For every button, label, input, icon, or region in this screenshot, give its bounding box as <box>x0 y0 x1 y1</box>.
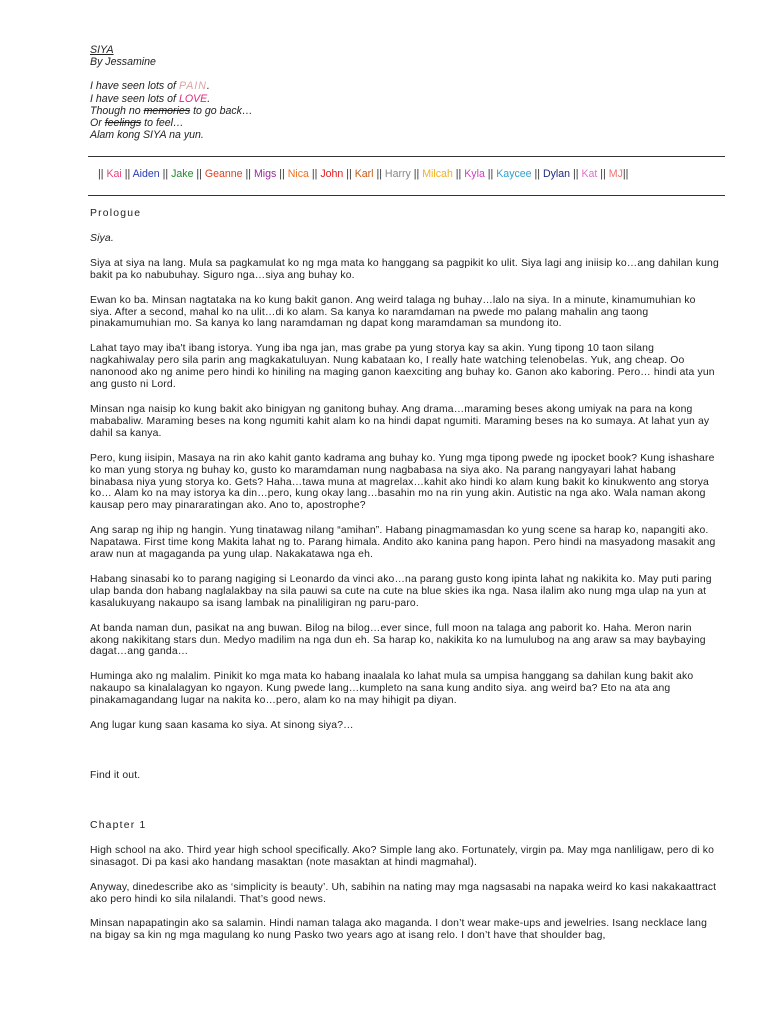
paragraph: Anyway, dinedescribe ako as ‘simplicity is beauty’. Uh, sabihin na nating may mga nagsasabi na napaka weird ko kasi nakakaattract ako pero hindi ko sila nilalandi. That’s good news. <box>90 881 717 905</box>
paragraph: Minsan nga naisip ko kung bakit ako binigyan ng ganitong buhay. Ang drama…maraming beses akong umiyak na para na kong mababaliw. Maraming beses na kong ngumiti kahit alam ko na hindi dapat ngumiti. Maraming beses na ko sumaya. At lahat yun ay dahil sa kanya. <box>90 403 710 439</box>
story-author: By Jessamine <box>90 56 156 69</box>
story-header <box>90 44 253 141</box>
separator: || <box>410 168 423 180</box>
name-aiden: Aiden <box>132 168 160 180</box>
siya-line: Siya. <box>90 232 114 244</box>
love-word: LOVE <box>178 92 208 105</box>
poem-line-1: I have seen lots of PAIN. <box>90 80 210 93</box>
paragraph: Minsan napapatingin ako sa salamin. Hindi naman talaga ako maganda. I don’t wear make-ups and jewelries. Isang necklace lang na bigay sa kin ng mga magulang ko nung Pasko two years ago at isang relo. I don’t have that shoulder bag, <box>90 918 707 942</box>
character-names-bar <box>98 168 628 180</box>
name-john: John <box>320 168 344 180</box>
poem-line-3: Though no memories to go back… <box>90 104 253 117</box>
paragraph: Ang lugar kung saan kasama ko siya. At sinong siya?… <box>90 720 354 732</box>
paragraph: High school na ako. Third year high school specifically. Ako? Simple lang ako. Fortunately, virgin pa. May mga nanliligaw, pero di ko sinasagot. Di pa kasi ako handang masaktan (note masaktan at hindi magmahal). <box>90 844 715 868</box>
name-kaycee: Kaycee <box>496 168 532 180</box>
poem-line-4: Or feelings to feel… <box>90 117 184 130</box>
poem-line-5: Alam kong SIYA na yun. <box>90 129 204 142</box>
separator: || <box>373 168 385 180</box>
name-nica: Nica <box>287 168 309 180</box>
name-jake: Jake <box>171 168 194 180</box>
separator: || <box>622 168 629 180</box>
name-geanne: Geanne <box>204 168 243 180</box>
separator: || <box>597 168 609 180</box>
name-harry: Harry <box>384 168 411 180</box>
separator: || <box>570 168 582 180</box>
story-body <box>90 208 720 942</box>
name-karl: Karl <box>354 168 374 180</box>
paragraph: At banda naman dun, pasikat na ang buwan. Bilog na bilog…ever since, full moon na talaga ang paborit ko. Haha. Meron narin akong nakikitang stars dun. Medyo madilim na nga dun eh. Sa harap ko, nakikita ko na lumulubog na ang araw sa may baybaying dagat…ang ganda… <box>90 622 706 658</box>
chapter-heading: Chapter 1 <box>90 819 147 831</box>
name-kyla: Kyla <box>464 168 485 180</box>
separator: || <box>484 168 497 180</box>
paragraph: Pero, kung iisipin, Masaya na rin ako kahit ganto kadrama ang buhay ko. Yung mga tipong pwede ng ipocket book? Kung ishashare ko man yung storya ng buhay ko, gusto ko maramdaman nung nagbabasa na siya ako. Na parang nangyayari lahat habang binabasa niya yung storya ko. Gets? Haha…tawa muna at magrelax…kahit ako hindi ko alam kung bakit ko kinukwento ang storya ko… Alam ko na may istorya ka din…pero, kung okay lang…basahin mo na rin yung akin. Autistic na nga ako. Wala naman akong kausap pero may pinararatingan ako. Ano to, apostrophe? <box>90 452 715 512</box>
separator: || <box>242 168 254 180</box>
name-milcah: Milcah <box>422 168 453 180</box>
paragraph: Huminga ako ng malalim. Pinikit ko mga mata ko habang inaalala ko lahat mula sa umpisa hanggang sa dahilan kung bakit ako nakaupo sa kinalalagyan ko ngayon. Kung pwede lang…kumpleto na sana kung andito siya. ang weird ba? Eto na ata ang pinakamagandang lugar na nakita ko…pero, alam ko na may hihigit pa diyan. <box>90 671 694 707</box>
separator: || <box>98 168 107 180</box>
struck-feelings: feelings <box>104 117 142 130</box>
pain-word: PAIN <box>178 80 207 93</box>
struck-memories: memories <box>143 104 191 117</box>
name-kat: Kat <box>581 168 598 180</box>
story-title: SIYA <box>90 44 114 56</box>
name-mj: MJ <box>608 168 623 180</box>
prologue-heading: Prologue <box>90 208 142 219</box>
separator: || <box>121 168 133 180</box>
separator: || <box>343 168 355 180</box>
poem-line-2: I have seen lots of LOVE. <box>90 92 211 105</box>
separator: || <box>308 168 321 180</box>
find-it-out: Find it out. <box>90 770 141 781</box>
paragraph: Habang sinasabi ko to parang nagiging si Leonardo da vinci ako…na parang gusto kong ipinta lahat ng nakikita ko. May puti paring ulap banda don habang naglalakbay na sila pauwi sa cute na cute na blue skies ika nga. Nasa ilalim ako nung mga ulap na yun at kasalukuyang nakaupo sa isang lambak na pinaliligiran ng paru-paro. <box>90 573 712 609</box>
divider-bottom <box>88 195 725 196</box>
separator: || <box>452 168 465 180</box>
name-migs: Migs <box>253 168 277 180</box>
paragraph: Siya at siya na lang. Mula sa pagkamulat ko ng mga mata ko hanggang sa pagpikit ko ulit. Siya lagi ang iniisip ko…ang dahilan kung bakit pa ko nabubuhay. Siguro nga…siya ang buhay ko. <box>90 257 719 281</box>
paragraph: Ang sarap ng ihip ng hangin. Yung tinatawag nilang “amihan”. Habang pinagmamasdan ko yung scene sa harap ko, napangiti ako. Napatawa. First time kong Makita lahat ng to. Parang himala. Andito ako kanina pang hapon. Pero hindi na masyadong masakit ang araw nun at magaganda pa yung ulap. Nakakatawa nga eh. <box>90 525 716 561</box>
separator: || <box>531 168 543 180</box>
separator: || <box>193 168 205 180</box>
name-dylan: Dylan <box>542 168 571 180</box>
separator: || <box>276 168 288 180</box>
divider-top <box>88 156 725 157</box>
paragraph: Lahat tayo may iba't ibang istorya. Yung iba nga jan, mas grabe pa yung storya kay sa akin. Yung tipong 10 taon silang nagkahiwalay pero sila parin ang magkakatuluyan. Nung kabataan ko, I really hate watching telenobelas. Yuk, ang cheap. Oo nanonood ako ng anime pero hindi ko hiniling na maging ganon kaexciting ang buhay ko. Ganon ako kaboring. Pero… hindi ata yun ang gusto ni Lord. <box>90 343 715 391</box>
paragraph: Ewan ko ba. Minsan nagtataka na ko kung bakit ganon. Ang weird talaga ng buhay…lalo na siya. In a minute, kinamumuhian ko siya. After a second, mahal ko na ulit…di ko alam. Sa kanya ko naramdaman na pwede mo palang mahalin ang taong pinakamumuhian mo. Sa kanya ko lang naramdaman ng dapat kong maramdaman sa mundong ito. <box>90 294 696 330</box>
name-kai: Kai <box>106 168 122 180</box>
separator: || <box>159 168 172 180</box>
